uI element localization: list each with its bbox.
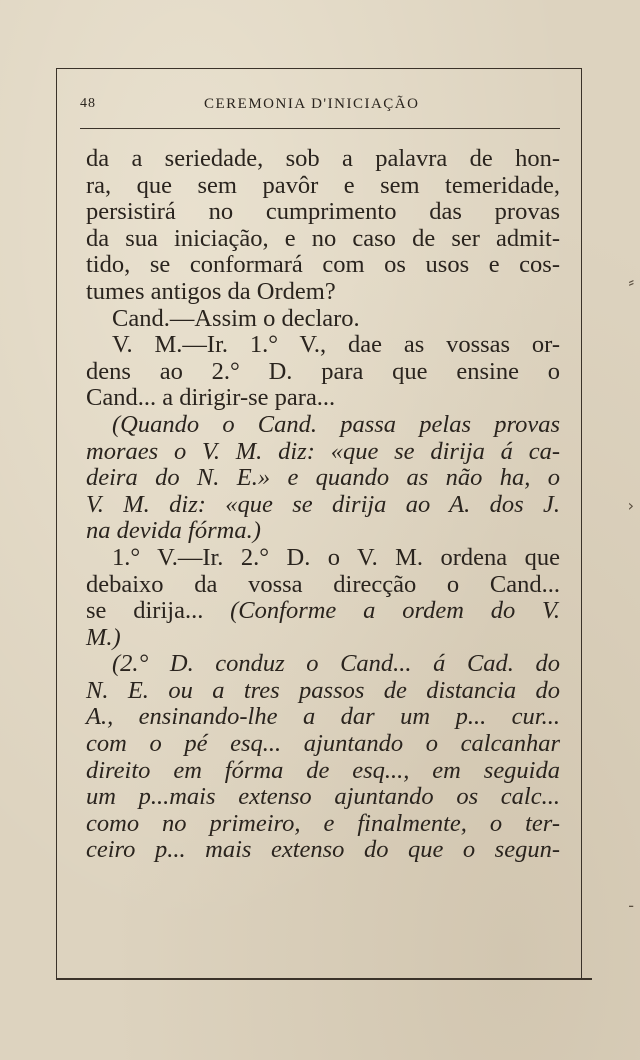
text-line: dens ao 2.° D. para que ensine o [86, 357, 560, 385]
text-line: da sua iniciação, e no caso de ser admit- [86, 224, 560, 252]
text-line: M.) [86, 623, 121, 651]
text-line: deira do N. E.» e quando as não ha, o [86, 464, 560, 492]
text-line: ra, que sem pavôr e sem temeridade, [86, 171, 560, 199]
body-text [86, 146, 560, 864]
text-line: com o pé esq... ajuntando o calcanhar [86, 730, 560, 758]
running-title: CEREMONIA D'INICIAÇÃO [204, 96, 420, 112]
header-rule [80, 128, 560, 129]
text-line-italic: (Conforme a ordem do V. [230, 597, 560, 625]
text-line: Cand... a dirigir-se para... [86, 384, 336, 412]
text-line: N. E. ou a tres passos de distancia do [86, 676, 560, 704]
running-header [80, 96, 560, 118]
text-line: na devida fórma.) [86, 517, 261, 545]
text-line: ceiro p... mais extenso do que o segun- [86, 836, 560, 864]
text-line: tumes antigos da Ordem? [86, 277, 336, 305]
text-line-roman: se dirija... [86, 597, 231, 625]
text-line: 1.° V.—Ir. 2.° D. o V. M. ordena que [112, 543, 560, 571]
text-line: A., ensinando-lhe a dar um p... cur... [86, 703, 560, 731]
text-line: (Quando o Cand. passa pelas provas [112, 410, 560, 438]
text-line: V. M.—Ir. 1.° V., dae as vossas or- [112, 331, 560, 359]
text-line: debaixo da vossa direcção o Cand... [86, 570, 560, 598]
text-line: um p...mais extenso ajuntando os calc... [86, 783, 560, 811]
page-number: 48 [80, 96, 96, 111]
margin-mark: › [627, 496, 634, 515]
text-line: persistirá no cumprimento das provas [86, 198, 560, 226]
margin-mark: ‐ [628, 896, 634, 915]
text-line: (2.° D. conduz o Cand... á Cad. do [112, 650, 560, 678]
text-line: V. M. diz: «que se dirija ao A. dos J. [86, 490, 560, 518]
text-line: tido, se conformará com os usos e cos- [86, 251, 560, 279]
text-line: como no primeiro, e finalmente, o ter- [86, 809, 560, 837]
text-line: moraes o V. M. diz: «que se dirija á ca- [86, 437, 560, 465]
text-line: direito em fórma de esq..., em seguida [86, 756, 560, 784]
page-border-bottom [56, 978, 592, 980]
text-line [86, 598, 560, 625]
text-line: Cand.—Assim o declaro. [112, 304, 360, 332]
text-line: da a seriedade, sob a palavra de hon- [86, 145, 560, 172]
margin-mark: ⸗ [628, 272, 634, 291]
